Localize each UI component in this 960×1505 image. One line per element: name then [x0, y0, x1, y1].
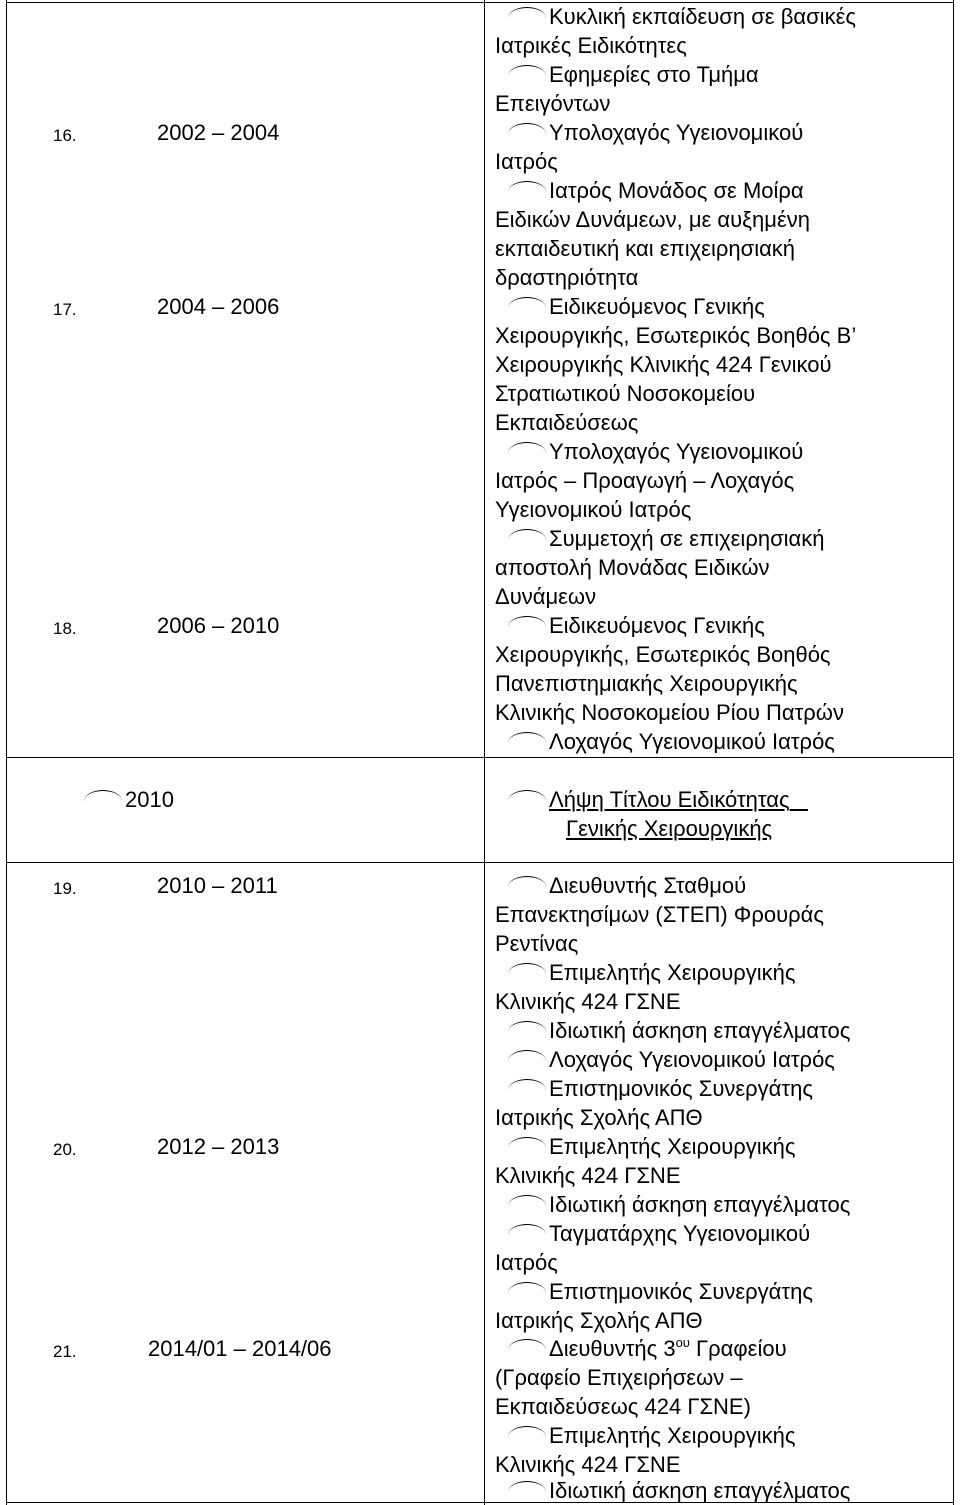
bullet-arc-icon: [508, 1079, 546, 1090]
entry-line: Υγειονομικού Ιατρός: [495, 497, 692, 522]
entry-number: 18.: [53, 619, 77, 638]
entry-line: εκπαιδευτική και επιχειρησιακή: [495, 236, 796, 261]
bullet-arc-icon: [84, 790, 122, 801]
entry-line: Χειρουργικής, Εσωτερικός Βοηθός Β’: [495, 323, 857, 348]
bullet-arc-icon: [508, 442, 546, 453]
entry-line: Δυνάμεων: [495, 584, 597, 609]
entry-dates: 2006 – 2010: [157, 613, 280, 638]
entry-line: Ιατρός – Προαγωγή – Λοχαγός: [495, 468, 795, 493]
entry-line: Επιστημονικός Συνεργάτης: [508, 1277, 813, 1306]
entry-line: Κλινικής 424 ΓΣΝΕ: [495, 1452, 681, 1477]
table-left-border: [6, 0, 7, 1505]
entry-line: (Γραφείο Επιχειρήσεων –: [495, 1365, 743, 1390]
entry-line: Στρατιωτικού Νοσοκομείου: [495, 381, 756, 406]
bullet-arc-icon: [508, 1050, 546, 1061]
entry-line: Ιδιωτική άσκηση επαγγέλματος: [508, 1016, 850, 1045]
entry-line: Επιμελητής Χειρουργικής: [508, 1421, 796, 1450]
bullet-arc-icon: [508, 963, 546, 974]
entry-line: Λοχαγός Υγειονομικού Ιατρός: [508, 727, 835, 756]
entry-line: Συμμετοχή σε επιχειρησιακή: [508, 524, 825, 553]
entry-line: Ιατρός: [495, 149, 558, 174]
entry-line: Υπολοχαγός Υγειονομικού: [508, 118, 803, 147]
entry-line: Ειδικευόμενος Γενικής: [508, 611, 765, 640]
top-line-2: Ιατρικές Ειδικότητες: [495, 33, 687, 58]
title-year: 2010: [84, 785, 174, 814]
entry-line: δραστηριότητα: [495, 265, 639, 290]
entry-line: Επιστημονικός Συνεργάτης: [508, 1074, 813, 1103]
entry-line: Ιδιωτική άσκηση επαγγέλματος: [508, 1190, 850, 1219]
bullet-arc-icon: [508, 790, 546, 801]
entry-dates: 2012 – 2013: [157, 1134, 280, 1159]
entry-line: αποστολή Μονάδας Ειδικών: [495, 555, 770, 580]
bullet-arc-icon: [508, 1021, 546, 1032]
top-line-3: Εφημερίες στο Τμήμα: [508, 60, 759, 89]
table-middle-border: [484, 0, 485, 1505]
entry-line: Εκπαιδεύσεως: [495, 410, 639, 435]
entry-line: Διευθυντής $3^{o\upsilon}$ Γραφείου: [508, 1334, 787, 1363]
entry-line: Ιατρικής Σχολής ΑΠΘ: [495, 1105, 703, 1130]
entry-dates: 2004 – 2006: [157, 294, 280, 319]
title-line: Γενικής Χειρουργικής: [566, 816, 773, 841]
entry-line: Επιμελητής Χειρουργικής: [508, 1132, 796, 1161]
bullet-arc-icon: [508, 1481, 546, 1492]
row-border-1: [6, 757, 954, 758]
entry-line: Επιμελητής Χειρουργικής: [508, 958, 796, 987]
bullet-arc-icon: [508, 297, 546, 308]
entry-line: Ειδικών Δυνάμεων, με αυξημένη: [495, 207, 810, 232]
entry-number: 20.: [53, 1140, 77, 1159]
bullet-arc-icon: [508, 616, 546, 627]
entry-line: Ιατρός Μονάδος σε Μοίρα: [508, 176, 804, 205]
bullet-arc-icon: [508, 876, 546, 887]
row-border-2: [6, 862, 954, 863]
entry-line: Λοχαγός Υγειονομικού Ιατρός: [508, 1045, 835, 1074]
entry-line: Υπολοχαγός Υγειονομικού: [508, 437, 803, 466]
entry-line: Ιατρικής Σχολής ΑΠΘ: [495, 1308, 703, 1333]
entry-number: 21.: [53, 1342, 77, 1361]
bullet-arc-icon: [508, 1195, 546, 1206]
entry-dates: 2014/01 – 2014/06: [148, 1336, 332, 1361]
bullet-arc-icon: [508, 1282, 546, 1293]
entry-dates: 2010 – 2011: [157, 873, 278, 898]
entry-number: 19.: [53, 879, 77, 898]
entry-line: Κλινικής 424 ΓΣΝΕ: [495, 1163, 681, 1188]
entry-number: 17.: [53, 300, 77, 319]
bullet-arc-icon: [508, 7, 546, 18]
entry-number: 16.: [53, 126, 77, 145]
bullet-arc-icon: [508, 529, 546, 540]
top-line-4: Επειγόντων: [495, 91, 611, 116]
entry-line: Εκπαιδεύσεως 424 ΓΣΝΕ): [495, 1394, 751, 1419]
entry-line: Χειρουργικής, Εσωτερικός Βοηθός: [495, 642, 831, 667]
entry-line: Επανεκτησίμων (ΣΤΕΠ) Φρουράς: [495, 902, 824, 927]
entry-line: Ιδιωτική άσκηση επαγγέλματος: [508, 1476, 850, 1505]
entry-line: Διευθυντής Σταθμού: [508, 871, 746, 900]
bullet-arc-icon: [508, 1339, 546, 1350]
bullet-arc-icon: [508, 1224, 546, 1235]
entry-line: Ειδικευόμενος Γενικής: [508, 292, 765, 321]
bullet-arc-icon: [508, 65, 546, 76]
entry-line: Ταγματάρχης Υγειονομικού: [508, 1219, 810, 1248]
bullet-arc-icon: [508, 123, 546, 134]
entry-line: Κλινικής 424 ΓΣΝΕ: [495, 989, 681, 1014]
entry-line: Ρεντίνας: [495, 931, 579, 956]
bullet-arc-icon: [508, 1137, 546, 1148]
entry-line: Κλινικής Νοσοκομείου Ρίου Πατρών: [495, 700, 844, 725]
entry-line: Χειρουργικής Κλινικής 424 Γενικού: [495, 352, 832, 377]
title-line: Λήψη Τίτλου Ειδικότητας: [508, 785, 808, 814]
entry-line: Πανεπιστημιακής Χειρουργικής: [495, 671, 798, 696]
bullet-arc-icon: [508, 181, 546, 192]
entry-dates: 2002 – 2004: [157, 120, 280, 145]
entry-line: Ιατρός: [495, 1250, 558, 1275]
top-line-1: Κυκλική εκπαίδευση σε βασικές: [508, 2, 856, 31]
table-right-border: [953, 0, 954, 1505]
bullet-arc-icon: [508, 732, 546, 743]
bullet-arc-icon: [508, 1426, 546, 1437]
